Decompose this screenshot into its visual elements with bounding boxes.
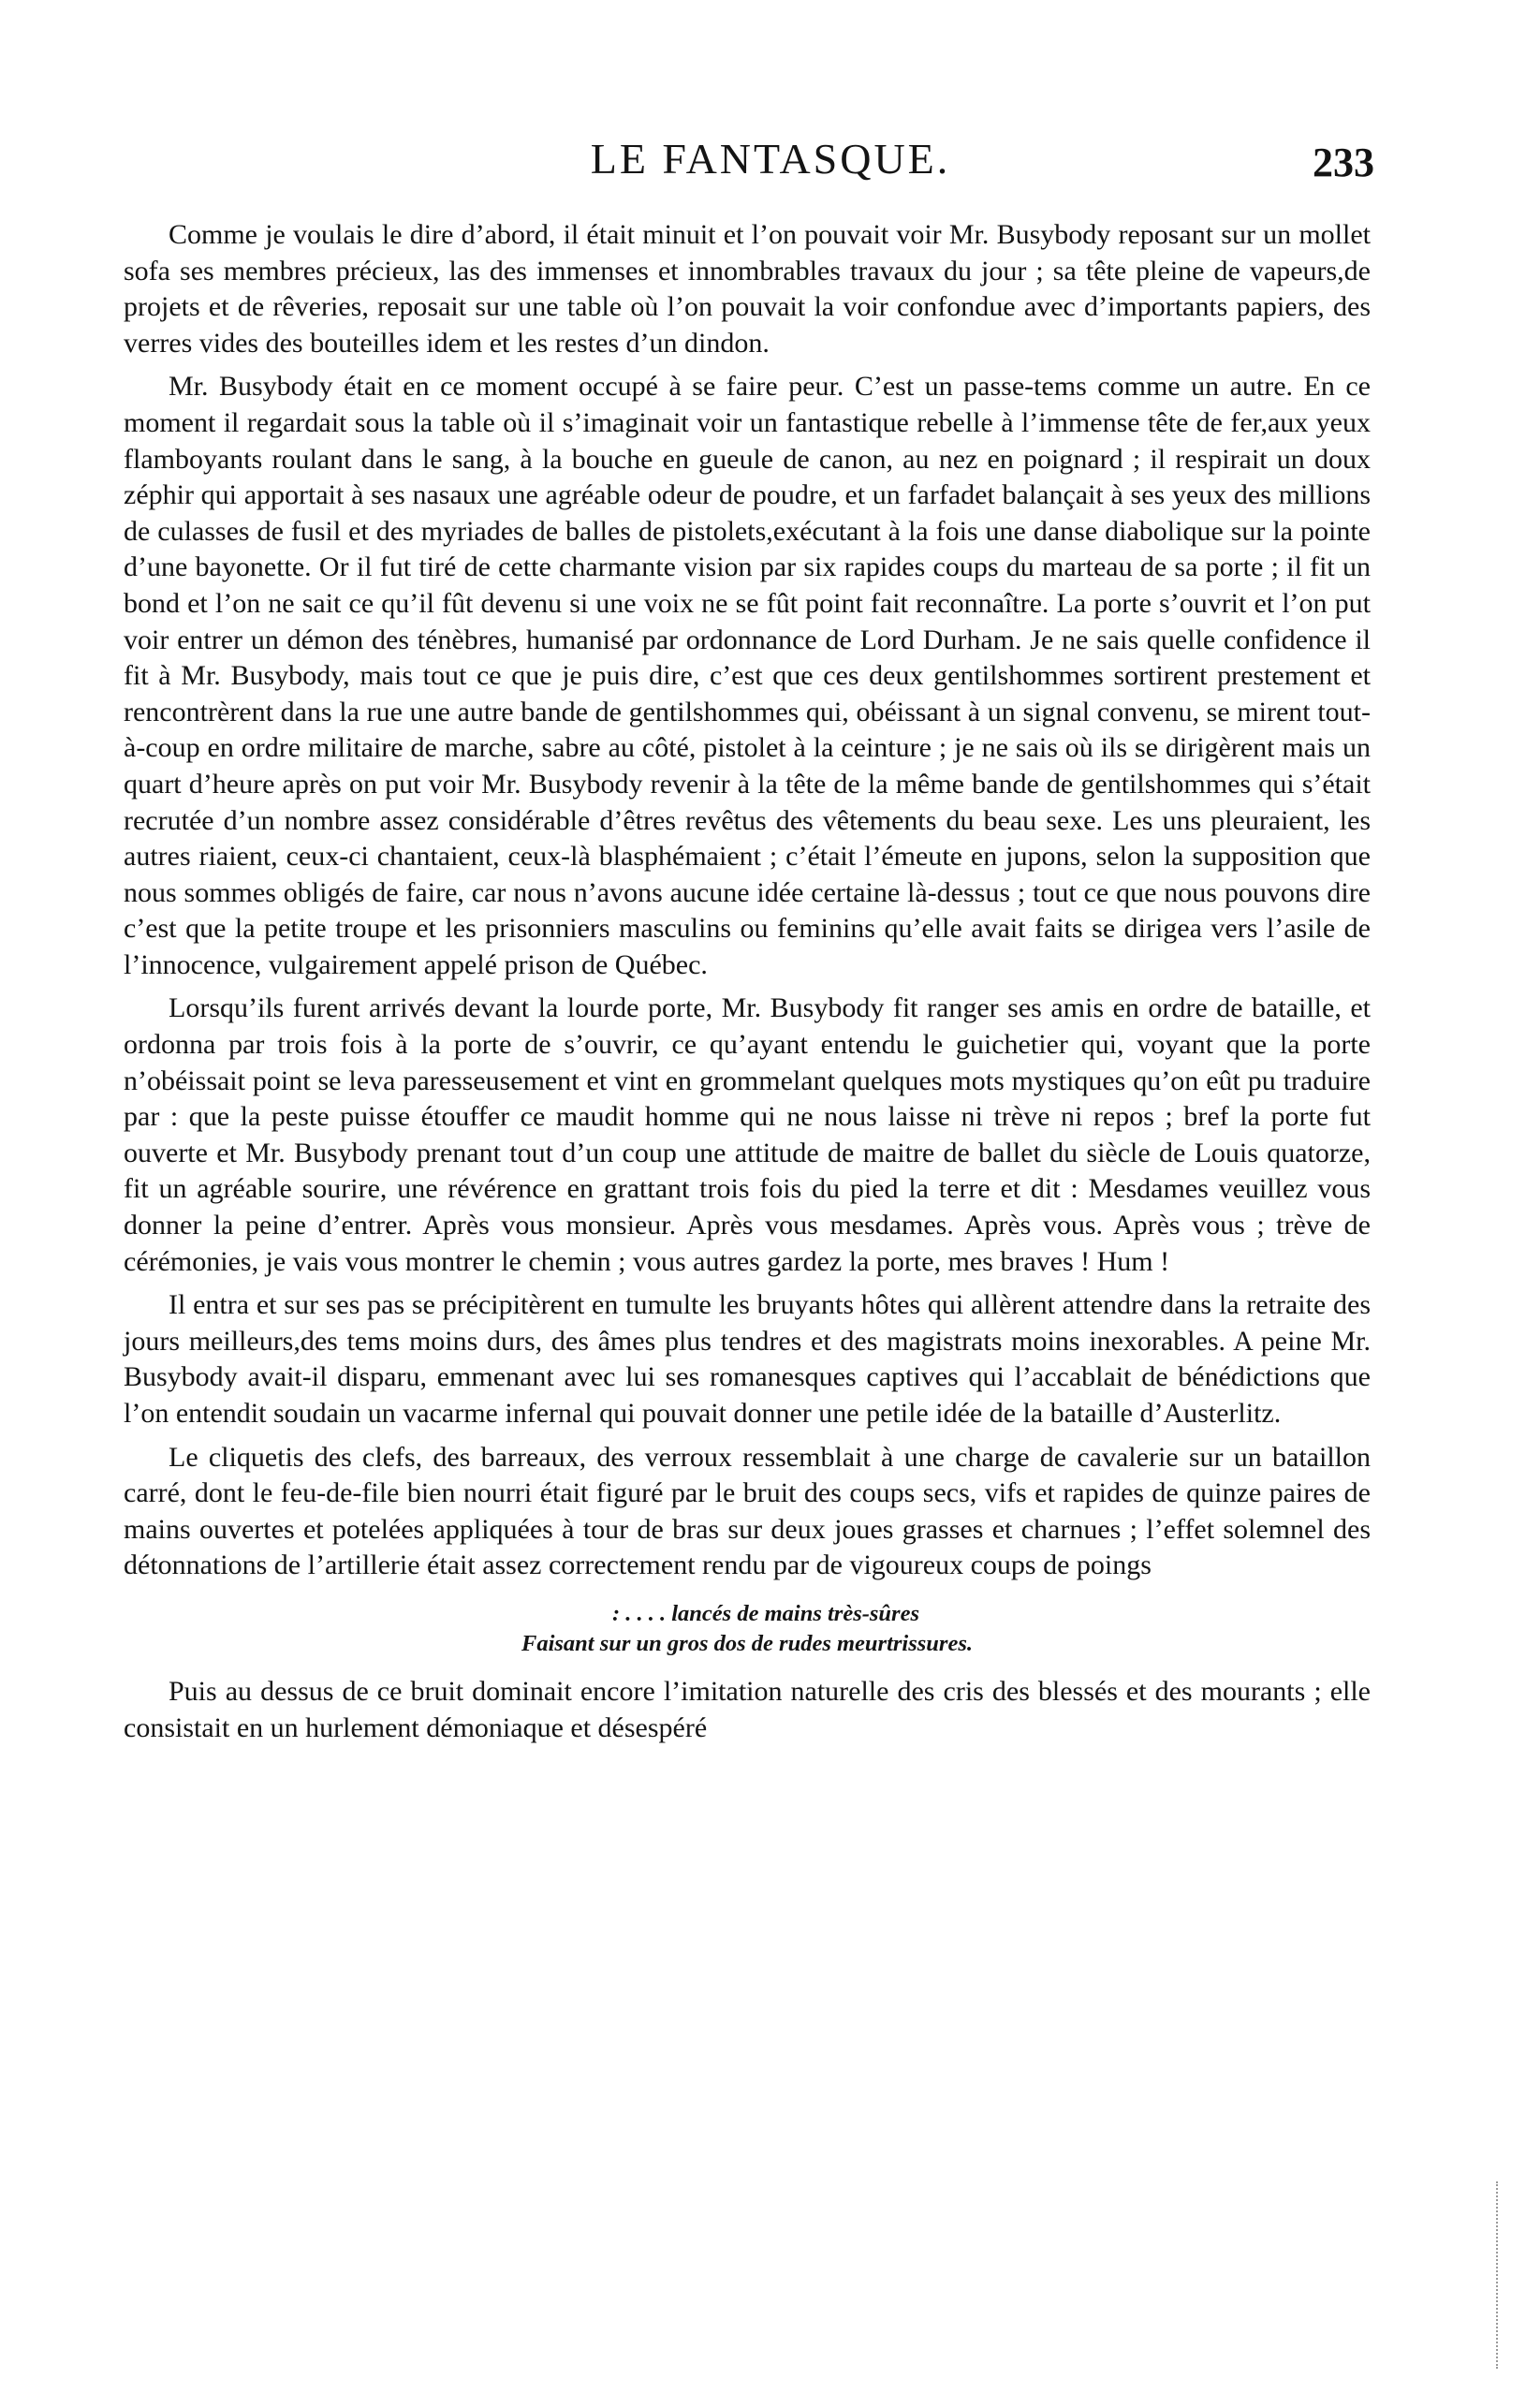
paragraph-2: Mr. Busybody était en ce moment occupé à se faire peur. C’est un passe-tems comme un autre. En ce moment il regardait sous la table où il s’imaginait voir un fantastique rebelle à l’immense tête de fer,aux yeux flamboyants roulant dans le sang, à la bouche en gueule de canon, au nez en poignard ; il respirait un doux zéphir qui apportait à ses nasaux une agréable odeur de poudre, et un farfadet balançait à ses yeux des millions de culasses de fusil et des myriades de balles de pistolets,exécutant à la fois une danse diabolique sur la pointe d’une bayonette. Or il fut tiré de cette charmante vision par six rapides coups du marteau de sa porte ; il fit un bond et l’on ne sait ce qu’il fût devenu si une voix ne se fût point fait reconnaître. La porte s’ouvrit et l’on put voir entrer un démon des ténèbres, humanisé par ordonnance de Lord Durham. Je ne sais quelle confidence il fit à Mr. Busybody, mais tout ce que je puis dire, c’est que ces deux gentilshommes sortirent prestement et rencontrèrent dans la rue une autre bande de gentilshommes qui, obéissant à un signal convenu, se mirent tout-à-coup en ordre militaire de marche, sabre au côté, pistolet à la ceinture ; je ne sais où ils se dirigèrent mais un quart d’heure après on put voir Mr. Busybody revenir à la tête de la même bande de gentilshommes qui s’était recrutée d’un nombre assez considérable d’êtres revêtus des vêtements du beau sexe. Les uns pleuraient, les autres riaient, ceux-ci chantaient, ceux-là blasphémaient ; c’était l’émeute en jupons, selon la supposition que nous sommes obligés de faire, car nous n’avons aucune idée certaine là-dessus ; tout ce que nous pouvons dire c’est que la petite troupe et les prisonniers masculins ou feminins qu’elle avait faits se dirigea vers l’asile de l’innocence, vulgairement appelé prison de Québec. <box>124 371 1371 980</box>
running-header <box>167 133 1374 198</box>
quote-line-2: Faisant sur un gros dos de rudes meurtrissures. <box>521 1630 973 1656</box>
body-text <box>124 217 1371 1746</box>
page-number: 233 <box>1313 139 1374 185</box>
paragraph-1: Comme je voulais le dire d’abord, il était minuit et l’on pouvait voir Mr. Busybody reposant sur un mollet sofa ses membres précieux, las des immenses et innombrables travaux du jour ; sa tête pleine de vapeurs,de projets et de rêveries, reposait sur une table où l’on pouvait la voir confondue avec d’importants papiers, des verres vides des bouteilles idem et les restes d’un dindon. <box>124 219 1371 359</box>
paragraph-3: Lorsqu’ils furent arrivés devant la lourde porte, Mr. Busybody fit ranger ses amis en ordre de bataille, et ordonna par trois fois à la porte de s’ouvrir, ce qu’ayant entendu le guichetier qui, voyant que la porte n’obéissait point se leva paresseusement et vint en grommelant quelques mots mystiques qu’on eût pu traduire par : que la peste puisse étouffer ce maudit homme qui ne nous laisse ni trève ni repos ; bref la porte fut ouverte et Mr. Busybody prenant tout d’un coup une attitude de maitre de ballet du siècle de Louis quatorze, fit un agréable sourire, une révérence en grattant trois fois du pied la terre et dit : Mesdames veuillez vous donner la peine d’entrer. Après vous monsieur. Après vous mesdames. Après vous. Après vous ; trève de cérémonies, je vais vous montrer le chemin ; vous autres gardez la porte, mes braves ! Hum ! <box>124 992 1371 1277</box>
running-title: LE FANTASQUE. <box>590 135 951 183</box>
paragraph-5: Le cliquetis des clefs, des barreaux, des verroux ressemblait à une charge de cavalerie sur un bataillon carré, dont le feu-de-file bien nourri était figuré par le bruit des coups secs, vifs et rapides de quinze paires de mains ouvertes et potelées appliquées à tour de bras sur deux joues grasses et charnues ; l’effet solemnel des détonnations de l’artillerie était assez correctement rendu par de vigoureux coups de poings <box>124 1441 1371 1581</box>
quote-line-1: : . . . . lancés de mains très-sûres <box>611 1600 920 1626</box>
scan-edge-marks <box>1496 2181 1502 2369</box>
paragraph-6: Puis au dessus de ce bruit dominait encore l’imitation naturelle des cris des blessés et des mourants ; elle consistait en un hurlement démoniaque et désespéré <box>124 1675 1371 1743</box>
verse-quotation <box>124 1599 1371 1659</box>
paragraph-4: Il entra et sur ses pas se précipitèrent en tumulte les bruyants hôtes qui allèrent attendre dans la retraite des jours meilleurs,des tems moins durs, des âmes plus tendres et des magistrats moins inexorables. A peine Mr. Busybody avait-il disparu, emmenant avec lui ses romanesques captives qui l’accablait de bénédictions que l’on entendit soudain un vacarme infernal qui pouvait donner une petile idée de la bataille d’Austerlitz. <box>124 1289 1371 1429</box>
